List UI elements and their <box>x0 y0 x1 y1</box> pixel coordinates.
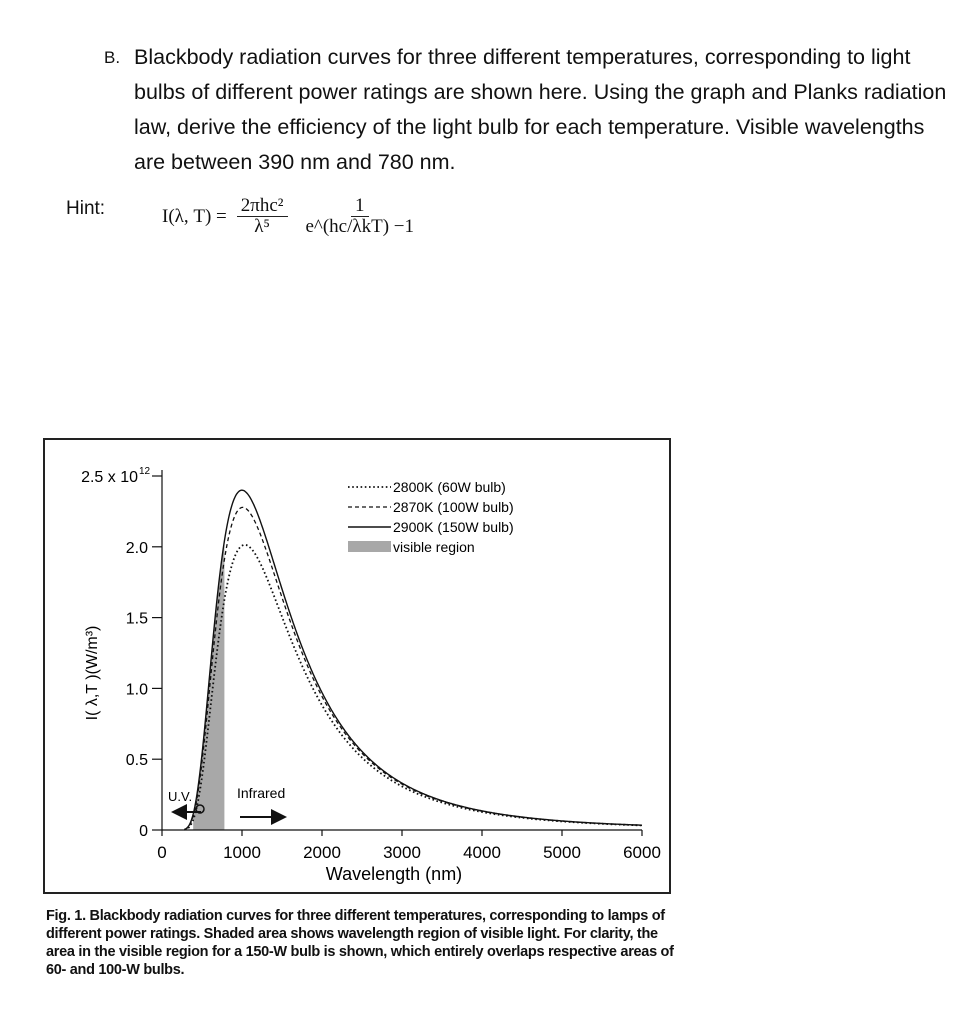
formula-frac2-numerator: 1 <box>351 196 369 217</box>
formula-frac1-denominator: λ⁵ <box>254 216 271 237</box>
y-tick-label: 0 <box>139 823 148 840</box>
formula-lhs: I(λ, T) = <box>162 205 227 227</box>
legend-label: 2900K (150W bulb) <box>393 519 514 535</box>
y-axis-title: I( λ,T )(W/m³) <box>84 625 101 721</box>
series-2870k-curve <box>184 507 642 829</box>
formula-frac1-numerator: 2πhc² <box>237 196 288 217</box>
x-tick-label: 1000 <box>223 843 261 862</box>
infrared-annotation: Infrared <box>237 785 286 801</box>
x-axis-title: Wavelength (nm) <box>325 864 463 884</box>
blackbody-figure <box>43 438 671 894</box>
question-text: Blackbody radiation curves for three different temperatures, corresponding to light bulbs of different power ratings are shown here. Using the graph and Planks radiation law, derive the efficiency of the light bulb for each temperature. Visible wavelengths are between 390 nm and 780 nm. <box>134 45 947 174</box>
y-tick-exponent: 12 <box>139 466 151 477</box>
legend-label: 2800K (60W bulb) <box>393 479 506 495</box>
question-label: B. <box>104 48 121 67</box>
formula-fraction-1 <box>237 196 288 237</box>
formula-frac2-denominator: e^(hc/λkT) −1 <box>305 216 414 237</box>
x-tick-label: 3000 <box>383 843 421 862</box>
formula-fraction-2 <box>302 196 419 237</box>
blackbody-chart <box>45 440 669 892</box>
hint-label: Hint: <box>66 198 106 219</box>
y-tick-label: 2.5 x 10 <box>81 469 138 486</box>
y-tick-label: 2.0 <box>125 539 148 557</box>
x-tick-label: 5000 <box>543 843 581 862</box>
x-tick-label: 6000 <box>623 843 661 862</box>
legend-label: 2870K (100W bulb) <box>393 499 514 515</box>
y-tick-label: 1.5 <box>125 610 148 628</box>
x-tick-label: 4000 <box>463 843 501 862</box>
legend-swatch-visible <box>348 541 391 552</box>
x-tick-label: 0 <box>157 843 167 862</box>
y-tick-label: 1.0 <box>125 681 148 699</box>
figure-caption: Fig. 1. Blackbody radiation curves for three different temperatures, corresponding to lamps of different power ratings. Shaded area shows wavelength region of visible light. For clarity, the area in the visible region for a 150-W bulb is shown, which entirely overlaps respective areas of 60- and 100-W bulbs. <box>46 908 674 978</box>
uv-annotation: U.V. <box>168 789 193 804</box>
x-tick-label: 2000 <box>303 843 341 862</box>
planck-formula <box>162 196 422 237</box>
infrared-arrow-head <box>271 809 287 825</box>
legend-label: visible region <box>393 539 475 555</box>
uv-arrow-head <box>171 804 187 820</box>
y-tick-label: 0.5 <box>125 752 148 770</box>
